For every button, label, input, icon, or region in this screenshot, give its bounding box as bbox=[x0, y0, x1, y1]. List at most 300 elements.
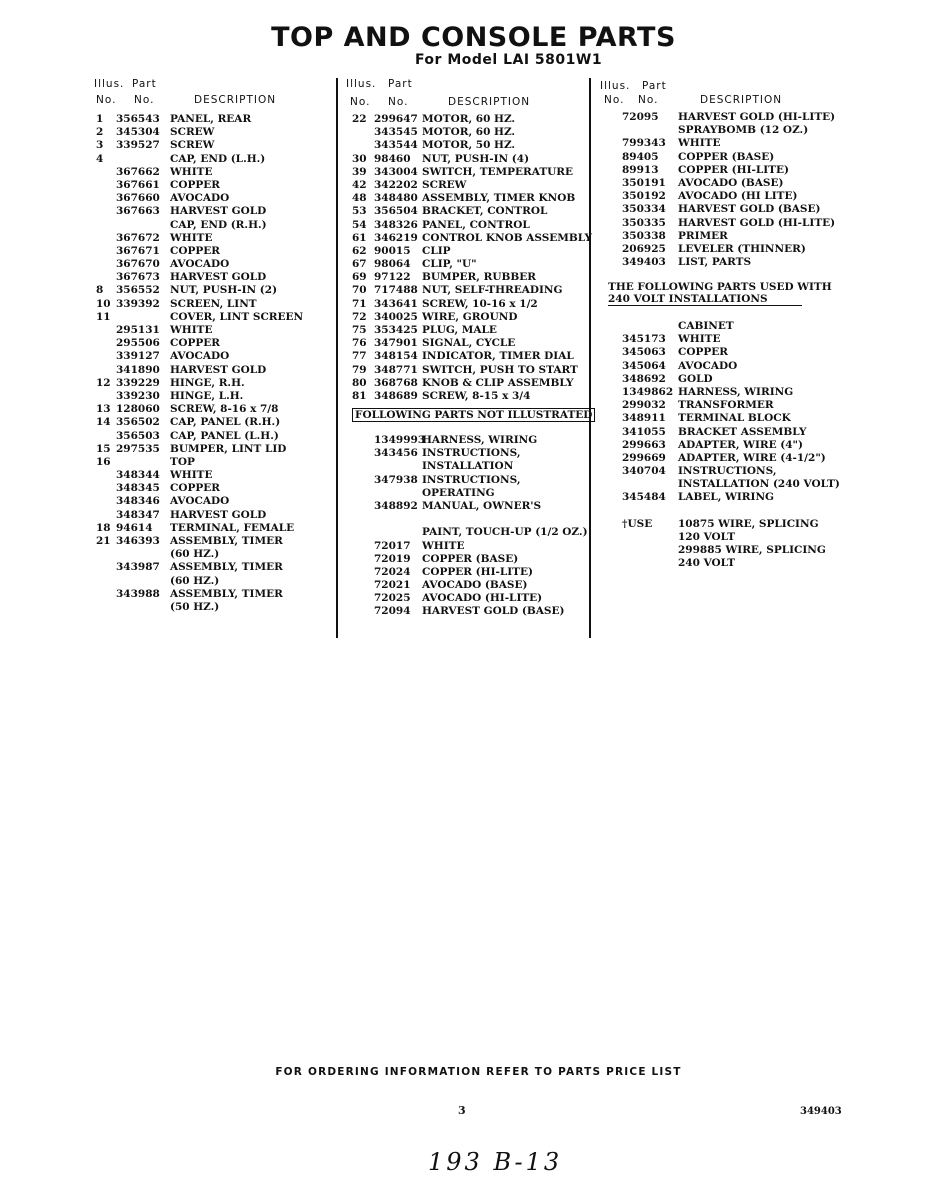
part-number: 340025 bbox=[374, 310, 418, 323]
part-number: 346219 bbox=[374, 231, 418, 244]
illus-number: 16 bbox=[96, 455, 111, 468]
parts-row bbox=[96, 430, 334, 443]
parts-row bbox=[352, 245, 586, 258]
part-number: 348344 bbox=[116, 469, 160, 482]
parts-list-column-2-unillustrated bbox=[352, 434, 586, 619]
part-number: 356543 bbox=[116, 113, 160, 125]
part-number: 342202 bbox=[374, 178, 418, 191]
parts-row bbox=[608, 111, 908, 124]
parts-row bbox=[96, 403, 334, 416]
part-description: CLIP, "U" bbox=[422, 258, 477, 271]
parts-row bbox=[352, 377, 586, 390]
col2-header bbox=[346, 78, 586, 108]
part-description: COVER, LINT SCREEN bbox=[170, 310, 304, 323]
parts-row bbox=[352, 447, 586, 460]
part-number: 367672 bbox=[116, 231, 160, 244]
illus-number: 15 bbox=[96, 442, 111, 455]
parts-row bbox=[96, 192, 334, 205]
page-number: 3 bbox=[458, 1104, 466, 1117]
part-description: INDICATOR, TIMER DIAL bbox=[422, 350, 574, 363]
parts-row bbox=[352, 113, 586, 126]
part-description: AVOCADO bbox=[170, 495, 230, 508]
parts-row bbox=[352, 324, 586, 337]
part-description: WHITE bbox=[678, 137, 721, 150]
part-description: WHITE bbox=[170, 231, 213, 244]
parts-row bbox=[96, 337, 334, 350]
part-number: 343641 bbox=[374, 297, 418, 310]
part-description: CABINET bbox=[678, 320, 734, 332]
illus-number: 10 bbox=[96, 297, 111, 310]
part-number: 72095 bbox=[622, 111, 659, 123]
part-number: 350335 bbox=[622, 216, 666, 229]
part-number: 299647 bbox=[374, 113, 418, 125]
part-description: INSTRUCTIONS, bbox=[678, 465, 777, 478]
parts-row bbox=[352, 540, 586, 553]
part-description: (60 HZ.) bbox=[170, 548, 220, 561]
illus-number: 77 bbox=[352, 350, 367, 363]
parts-row bbox=[96, 311, 334, 324]
part-number: 90015 bbox=[374, 244, 411, 257]
part-description: SCREW bbox=[422, 178, 467, 191]
parts-row bbox=[96, 219, 334, 232]
part-description: PAINT, TOUCH-UP (1/2 OZ.) bbox=[422, 526, 588, 539]
parts-row bbox=[96, 601, 334, 614]
col3-header bbox=[600, 78, 840, 108]
part-description: SCREEN, LINT bbox=[170, 297, 257, 310]
parts-list-column-3-240v bbox=[608, 320, 908, 571]
part-number: 348911 bbox=[622, 412, 666, 425]
col1-partno-label: No. bbox=[134, 94, 155, 106]
part-number: 348480 bbox=[374, 192, 418, 205]
parts-row bbox=[96, 416, 334, 429]
part-description: LABEL, WIRING bbox=[678, 491, 775, 504]
part-number: 343544 bbox=[374, 139, 418, 152]
part-number: 353425 bbox=[374, 324, 418, 336]
part-description: AVOCADO (HI LITE) bbox=[678, 190, 798, 203]
part-number: 350191 bbox=[622, 176, 666, 189]
parts-row bbox=[352, 298, 586, 311]
part-number: 348692 bbox=[622, 372, 666, 385]
part-number: 356503 bbox=[116, 429, 160, 442]
illus-number: 48 bbox=[352, 192, 367, 205]
part-description: 120 VOLT bbox=[678, 531, 736, 543]
not-illustrated-label: FOLLOWING PARTS NOT ILLUSTRATED bbox=[352, 408, 595, 422]
parts-row bbox=[96, 324, 334, 337]
part-description: AVOCADO bbox=[170, 258, 230, 271]
part-description: ASSEMBLY, TIMER bbox=[170, 587, 283, 600]
col2-illus-label: Illus. bbox=[346, 78, 377, 90]
parts-row bbox=[96, 561, 334, 574]
part-description: HARNESS, WIRING bbox=[678, 385, 794, 398]
parts-row bbox=[608, 518, 908, 531]
parts-row bbox=[608, 360, 908, 373]
not-illustrated-heading bbox=[352, 409, 595, 421]
parts-row bbox=[96, 522, 334, 535]
part-description: ASSEMBLY, TIMER KNOB bbox=[422, 192, 576, 205]
part-description: HINGE, L.H. bbox=[170, 389, 244, 402]
part-number: 72021 bbox=[374, 579, 411, 592]
volt-240-heading-line2-text: 240 VOLT INSTALLATIONS bbox=[608, 293, 768, 305]
part-description: WHITE bbox=[170, 469, 213, 482]
part-number: 348347 bbox=[116, 508, 160, 521]
illus-number: 75 bbox=[352, 324, 367, 336]
part-description: PANEL, REAR bbox=[170, 113, 252, 125]
col3-illus-label: Illus. bbox=[600, 80, 631, 92]
parts-row bbox=[608, 137, 908, 150]
part-description: SCREW, 10-16 x 1/2 bbox=[422, 297, 538, 310]
parts-row bbox=[352, 153, 586, 166]
illus-number: 13 bbox=[96, 403, 111, 416]
parts-row bbox=[96, 153, 334, 166]
parts-row bbox=[96, 271, 334, 284]
parts-row bbox=[96, 232, 334, 245]
part-description: CAP, PANEL (R.H.) bbox=[170, 416, 281, 429]
part-description: CLIP bbox=[422, 244, 451, 257]
parts-row bbox=[96, 509, 334, 522]
parts-row bbox=[96, 350, 334, 363]
part-number: 367663 bbox=[116, 205, 160, 218]
part-description: PLUG, MALE bbox=[422, 324, 497, 336]
parts-row bbox=[352, 579, 586, 592]
part-number: 356502 bbox=[116, 416, 160, 429]
parts-row bbox=[352, 592, 586, 605]
part-number: 367670 bbox=[116, 258, 160, 271]
part-description: HARVEST GOLD bbox=[170, 363, 267, 376]
part-description: WHITE bbox=[678, 333, 721, 346]
parts-row bbox=[608, 544, 908, 557]
parts-row bbox=[608, 439, 908, 452]
parts-row bbox=[96, 456, 334, 469]
part-number: 299032 bbox=[622, 399, 666, 412]
part-description: NUT, PUSH-IN (2) bbox=[170, 284, 278, 297]
part-description: INSTALLATION (240 VOLT) bbox=[678, 478, 840, 491]
part-number: 343456 bbox=[374, 447, 418, 460]
parts-row bbox=[352, 434, 586, 447]
parts-row bbox=[96, 588, 334, 601]
parts-list-column-1 bbox=[96, 113, 334, 614]
parts-row bbox=[96, 390, 334, 403]
illus-number: 67 bbox=[352, 258, 367, 271]
part-description: ASSEMBLY, TIMER bbox=[170, 535, 283, 547]
part-number: 343988 bbox=[116, 587, 160, 600]
part-description: TRANSFORMER bbox=[678, 399, 774, 412]
part-description: ADAPTER, WIRE (4-1/2") bbox=[678, 451, 826, 464]
part-number: 345064 bbox=[622, 359, 666, 372]
parts-row bbox=[608, 386, 908, 399]
parts-row bbox=[608, 373, 908, 386]
part-number: 347938 bbox=[374, 473, 418, 486]
part-number: 348326 bbox=[374, 218, 418, 231]
parts-row bbox=[608, 190, 908, 203]
illus-number: 39 bbox=[352, 165, 367, 178]
part-description: HARVEST GOLD (HI-LITE) bbox=[678, 216, 836, 229]
illus-number: 61 bbox=[352, 231, 367, 244]
illus-number: 76 bbox=[352, 337, 367, 350]
part-description: ASSEMBLY, TIMER bbox=[170, 561, 283, 574]
parts-row bbox=[96, 298, 334, 311]
part-description: WHITE bbox=[170, 324, 213, 336]
parts-row bbox=[608, 426, 908, 439]
part-description: COPPER (BASE) bbox=[422, 552, 519, 565]
part-number: 1349862 bbox=[622, 385, 674, 398]
illus-number: 80 bbox=[352, 376, 367, 389]
part-description: 10875 WIRE, SPLICING bbox=[678, 517, 819, 530]
part-description: COPPER (BASE) bbox=[678, 150, 775, 163]
parts-row bbox=[96, 469, 334, 482]
illus-number: 30 bbox=[352, 152, 367, 165]
ordering-note: FOR ORDERING INFORMATION REFER TO PARTS PRICE LIST bbox=[275, 1066, 682, 1078]
parts-row bbox=[608, 124, 908, 137]
part-number: 72017 bbox=[374, 539, 411, 552]
part-description: COPPER (HI-LITE) bbox=[678, 163, 789, 176]
part-description: WIRE, GROUND bbox=[422, 310, 518, 323]
part-description: SCREW, 8-15 x 3/4 bbox=[422, 389, 531, 402]
part-description: COPPER bbox=[170, 178, 221, 191]
parts-list-column-3 bbox=[608, 111, 908, 269]
illus-number: 54 bbox=[352, 218, 367, 231]
part-number: 356552 bbox=[116, 284, 160, 297]
part-number: 89913 bbox=[622, 163, 659, 176]
part-description: LEVELER (THINNER) bbox=[678, 242, 806, 255]
part-number: 367671 bbox=[116, 244, 160, 257]
part-description: AVOCADO (BASE) bbox=[422, 579, 528, 592]
illus-number: 12 bbox=[96, 376, 111, 389]
illus-number: 69 bbox=[352, 271, 367, 284]
part-number: 345304 bbox=[116, 126, 160, 139]
part-number: 346393 bbox=[116, 535, 160, 547]
part-description: SIGNAL, CYCLE bbox=[422, 337, 516, 350]
parts-row bbox=[608, 177, 908, 190]
part-description: HARVEST GOLD (BASE) bbox=[422, 605, 565, 618]
part-number: 348771 bbox=[374, 363, 418, 376]
part-number: 367660 bbox=[116, 192, 160, 205]
part-number: 72094 bbox=[374, 605, 411, 618]
parts-row bbox=[96, 139, 334, 152]
parts-row bbox=[96, 377, 334, 390]
illus-number: 21 bbox=[96, 535, 111, 547]
column-divider-2 bbox=[589, 78, 591, 638]
part-description: HARNESS, WIRING bbox=[422, 434, 538, 446]
parts-row bbox=[352, 139, 586, 152]
illus-number: 62 bbox=[352, 244, 367, 257]
handwritten-annotation: 193 B-13 bbox=[428, 1148, 563, 1176]
part-number: 339527 bbox=[116, 139, 160, 152]
part-number: 94614 bbox=[116, 521, 153, 534]
part-number: 72019 bbox=[374, 552, 411, 565]
part-description: HARVEST GOLD bbox=[170, 271, 267, 284]
parts-row bbox=[352, 566, 586, 579]
part-description: MOTOR, 60 HZ. bbox=[422, 126, 516, 139]
illus-number: 81 bbox=[352, 389, 367, 402]
volt-240-heading-line2 bbox=[608, 293, 802, 306]
part-description: SWITCH, PUSH TO START bbox=[422, 363, 578, 376]
parts-row bbox=[96, 482, 334, 495]
part-description: MANUAL, OWNER'S bbox=[422, 499, 542, 512]
part-description: COPPER bbox=[170, 482, 221, 495]
part-description: INSTALLATION bbox=[422, 460, 514, 473]
part-description: BUMPER, RUBBER bbox=[422, 271, 536, 284]
part-description: OPERATING bbox=[422, 486, 495, 499]
parts-row bbox=[352, 350, 586, 363]
part-description: WHITE bbox=[170, 165, 213, 178]
parts-row bbox=[96, 245, 334, 258]
col1-illus-label: Illus. bbox=[94, 78, 125, 90]
col2-desc-label: DESCRIPTION bbox=[448, 96, 531, 108]
part-description: NUT, SELF-THREADING bbox=[422, 284, 563, 297]
part-number: 350334 bbox=[622, 203, 666, 216]
col3-partno-label: No. bbox=[638, 94, 659, 106]
illus-number: 8 bbox=[96, 284, 104, 297]
parts-row bbox=[352, 526, 586, 539]
illus-number: 72 bbox=[352, 310, 367, 323]
illus-number: 79 bbox=[352, 363, 367, 376]
part-description: 240 VOLT bbox=[678, 557, 736, 570]
part-number: 206925 bbox=[622, 242, 666, 255]
volt-240-heading-line1: THE FOLLOWING PARTS USED WITH bbox=[608, 281, 832, 293]
part-description: HARVEST GOLD (HI-LITE) bbox=[678, 111, 836, 123]
part-number: 348689 bbox=[374, 389, 418, 402]
col3-part-label: Part bbox=[642, 80, 667, 92]
part-number: 347901 bbox=[374, 337, 418, 350]
parts-row bbox=[352, 166, 586, 179]
part-description: ADAPTER, WIRE (4") bbox=[678, 438, 803, 451]
parts-row bbox=[96, 535, 334, 548]
part-number: 341055 bbox=[622, 425, 666, 438]
parts-row bbox=[352, 513, 586, 526]
part-description: KNOB & CLIP ASSEMBLY bbox=[422, 376, 574, 389]
parts-row bbox=[608, 243, 908, 256]
part-description: COPPER bbox=[170, 244, 221, 257]
parts-row bbox=[608, 452, 908, 465]
part-number: 340704 bbox=[622, 465, 666, 478]
col1-part-label: Part bbox=[132, 78, 157, 90]
parts-row bbox=[96, 495, 334, 508]
parts-row bbox=[608, 164, 908, 177]
model-subtitle: For Model LAI 5801W1 bbox=[414, 52, 603, 68]
col1-header bbox=[94, 78, 334, 108]
part-description: CONTROL KNOB ASSEMBLY bbox=[422, 231, 593, 244]
part-number: 717488 bbox=[374, 284, 418, 297]
parts-list-column-2 bbox=[352, 113, 593, 403]
part-number: 349403 bbox=[622, 256, 666, 269]
part-description: (60 HZ.) bbox=[170, 574, 220, 587]
parts-row bbox=[96, 258, 334, 271]
part-description: MOTOR, 50 HZ. bbox=[422, 139, 516, 152]
col1-no-label: No. bbox=[96, 94, 117, 106]
part-number: 339229 bbox=[116, 376, 160, 389]
part-description: BUMPER, LINT LID bbox=[170, 442, 287, 455]
part-description: AVOCADO (BASE) bbox=[678, 176, 784, 189]
part-description: NUT, PUSH-IN (4) bbox=[422, 152, 530, 165]
part-description: COPPER bbox=[678, 346, 729, 359]
part-number: 128060 bbox=[116, 403, 160, 416]
illus-number: 53 bbox=[352, 205, 367, 218]
parts-row bbox=[352, 364, 586, 377]
page-title: TOP AND CONSOLE PARTS bbox=[271, 22, 676, 53]
parts-row bbox=[352, 474, 586, 487]
part-number: 367661 bbox=[116, 178, 160, 191]
parts-row bbox=[608, 333, 908, 346]
part-description: AVOCADO bbox=[170, 192, 230, 205]
parts-row bbox=[352, 258, 586, 271]
part-description: INSTRUCTIONS, bbox=[422, 447, 521, 460]
parts-row bbox=[608, 399, 908, 412]
part-number: 89405 bbox=[622, 150, 659, 163]
part-number: 343545 bbox=[374, 126, 418, 139]
part-description: LIST, PARTS bbox=[678, 256, 752, 269]
part-number: 98064 bbox=[374, 258, 411, 271]
parts-row bbox=[352, 487, 586, 500]
illus-number: 1 bbox=[96, 113, 104, 125]
column-divider-1 bbox=[336, 78, 338, 638]
parts-row bbox=[96, 284, 334, 297]
col3-no-label: No. bbox=[604, 94, 625, 106]
part-description: HARVEST GOLD (BASE) bbox=[678, 203, 821, 216]
part-description: PRIMER bbox=[678, 229, 728, 242]
part-number: 345063 bbox=[622, 346, 666, 359]
part-description: TOP bbox=[170, 455, 195, 468]
part-number: 348345 bbox=[116, 482, 160, 495]
col2-no-label: No. bbox=[350, 96, 371, 108]
part-number: 299663 bbox=[622, 438, 666, 451]
part-description: HARVEST GOLD bbox=[170, 508, 267, 521]
col1-desc-label: DESCRIPTION bbox=[194, 94, 277, 106]
part-number: 348892 bbox=[374, 499, 418, 512]
parts-row bbox=[96, 548, 334, 561]
document-number: 349403 bbox=[800, 1106, 842, 1117]
part-number: 348154 bbox=[374, 350, 418, 363]
part-description: GOLD bbox=[678, 372, 713, 385]
parts-row bbox=[352, 605, 586, 618]
parts-row bbox=[96, 364, 334, 377]
illus-number: 71 bbox=[352, 297, 367, 310]
parts-row bbox=[352, 390, 586, 403]
parts-row bbox=[96, 126, 334, 139]
parts-row bbox=[608, 478, 908, 491]
col3-desc-label: DESCRIPTION bbox=[700, 94, 783, 106]
col2-part-label: Part bbox=[388, 78, 413, 90]
part-description: TERMINAL BLOCK bbox=[678, 412, 791, 425]
part-description: INSTRUCTIONS, bbox=[422, 473, 521, 486]
parts-row bbox=[352, 500, 586, 513]
parts-row bbox=[608, 320, 908, 333]
parts-row bbox=[352, 126, 586, 139]
parts-row bbox=[352, 460, 586, 473]
part-number: 350192 bbox=[622, 190, 666, 203]
part-number: 295131 bbox=[116, 324, 160, 336]
part-description: SCREW bbox=[170, 126, 215, 139]
part-number: 350338 bbox=[622, 229, 666, 242]
parts-row bbox=[352, 311, 586, 324]
parts-row bbox=[96, 179, 334, 192]
part-number: 339127 bbox=[116, 350, 160, 363]
part-description: TERMINAL, FEMALE bbox=[170, 521, 295, 534]
illus-number: 14 bbox=[96, 416, 111, 429]
part-number: 295506 bbox=[116, 337, 160, 350]
illus-number: 22 bbox=[352, 113, 367, 125]
part-number: 72025 bbox=[374, 592, 411, 605]
part-description: SCREW, 8-16 x 7/8 bbox=[170, 403, 279, 416]
part-number: 343987 bbox=[116, 561, 160, 574]
part-number: 345484 bbox=[622, 491, 666, 504]
parts-row bbox=[608, 491, 908, 504]
parts-row bbox=[608, 256, 908, 269]
parts-row bbox=[352, 231, 593, 245]
part-number: 367662 bbox=[116, 165, 160, 178]
part-number: 1349993 bbox=[374, 434, 426, 446]
part-number: 72024 bbox=[374, 565, 411, 578]
illus-number: 4 bbox=[96, 152, 104, 165]
